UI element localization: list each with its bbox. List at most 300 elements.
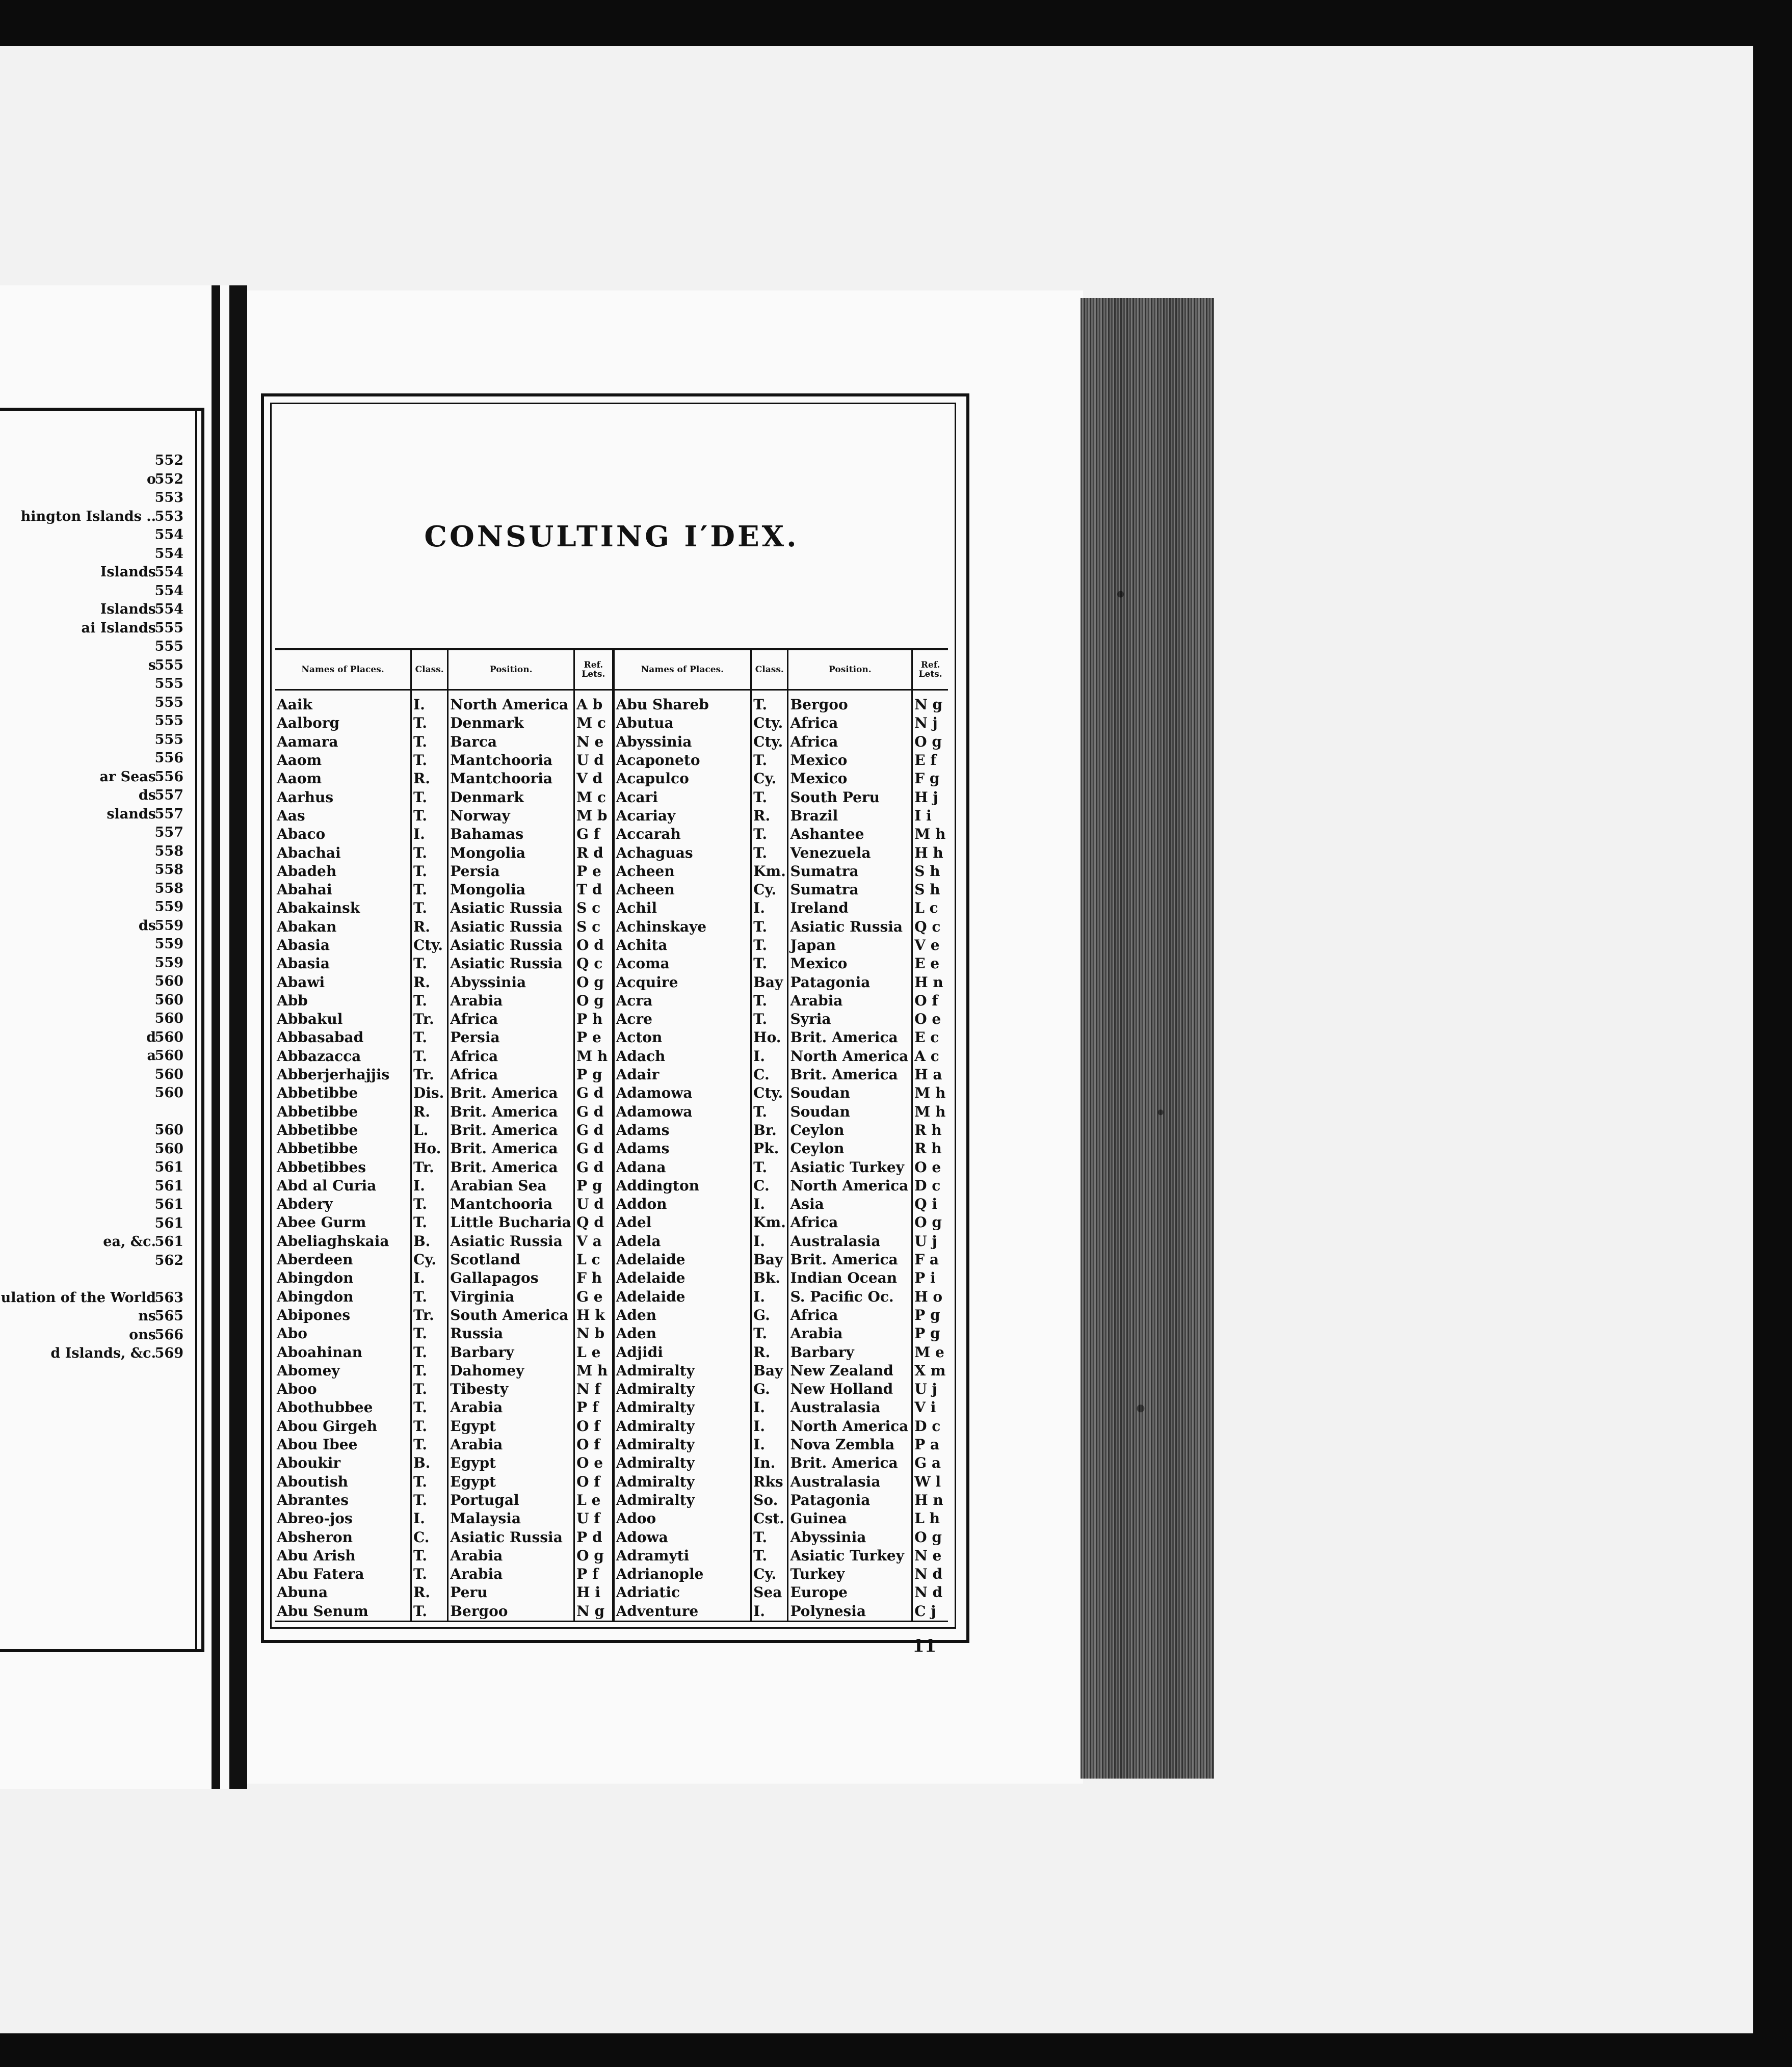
right-position-cell: Venezuela	[788, 843, 912, 862]
right-ref-cell: M h	[912, 1084, 948, 1102]
left-list-text: ai Islands	[81, 620, 156, 636]
left-class-cell: Cy.	[411, 1251, 447, 1269]
right-class-cell: T.	[751, 1010, 788, 1028]
right-name-cell: Acapulco	[613, 770, 751, 788]
left-list-page-number: 558	[154, 862, 183, 878]
left-list-item	[0, 564, 183, 583]
left-name-cell: Abomey	[277, 1362, 340, 1379]
right-class-cell: T.	[751, 1547, 788, 1565]
right-ref-cell: H n	[912, 1491, 948, 1509]
right-class-cell: So.	[751, 1491, 788, 1509]
right-ref-cell: G a	[912, 1454, 948, 1472]
left-position-cell: Dahomey	[448, 1362, 574, 1380]
table-row	[275, 1103, 948, 1121]
left-ref-cell: N g	[574, 1602, 613, 1622]
left-position-cell: Norway	[448, 807, 574, 825]
left-list-text: d Islands, &c.	[50, 1345, 156, 1361]
left-class-cell: T.	[411, 1362, 447, 1380]
right-class-cell: Pk.	[751, 1140, 788, 1158]
right-class-cell: I.	[751, 1417, 788, 1436]
left-class-cell: B.	[411, 1454, 447, 1472]
right-position-cell: South Peru	[788, 788, 912, 806]
left-class-cell: T.	[411, 1213, 447, 1232]
right-ref-cell: M h	[912, 825, 948, 843]
left-name-cell: Abrantes	[277, 1491, 349, 1508]
left-class-cell: T.	[411, 1398, 447, 1417]
left-position-cell: Egypt	[448, 1454, 574, 1472]
left-ref-cell: R d	[574, 843, 613, 862]
left-list-item	[0, 1159, 183, 1178]
right-position-cell: Africa	[788, 733, 912, 751]
left-list-page-number: 560	[154, 1048, 183, 1064]
right-name-cell: Achita	[613, 936, 751, 955]
left-class-cell: T.	[411, 1547, 447, 1565]
right-position-cell: North America	[788, 1177, 912, 1195]
left-list-item	[0, 1104, 183, 1123]
left-name-cell: Abadeh	[277, 862, 337, 880]
right-name-cell: Adel	[613, 1213, 751, 1232]
right-position-cell: Ireland	[788, 899, 912, 917]
left-position-cell: Arabia	[448, 1436, 574, 1454]
table-row	[275, 1454, 948, 1472]
right-ref-cell: H h	[912, 843, 948, 862]
right-position-cell: Arabia	[788, 1324, 912, 1343]
left-ref-cell: O g	[574, 973, 613, 991]
right-ref-cell: P g	[912, 1324, 948, 1343]
left-list-page-number: 560	[154, 973, 183, 989]
left-list-item	[0, 676, 183, 695]
left-ref-cell: P e	[574, 862, 613, 881]
left-name-cell: Abachai	[277, 844, 341, 861]
left-ref-cell: T d	[574, 881, 613, 899]
right-ref-cell: V i	[912, 1398, 948, 1417]
left-ref-cell: P g	[574, 1066, 613, 1084]
left-list-page-number: 560	[154, 1011, 183, 1026]
left-list-page-number: 560	[154, 1029, 183, 1045]
right-name-cell: Abutua	[613, 714, 751, 732]
right-position-cell: North America	[788, 1417, 912, 1436]
left-list-item	[0, 732, 183, 751]
left-name-cell: Abasia	[277, 937, 330, 953]
left-list-text: ea, &c.	[103, 1234, 156, 1250]
left-ref-cell: F h	[574, 1269, 613, 1287]
left-name-cell: Abaco	[277, 826, 326, 843]
table-row	[275, 1528, 948, 1546]
left-name-cell: Aboahinan	[277, 1343, 362, 1361]
header-class: Class.	[411, 649, 447, 690]
right-class-cell: Cy.	[751, 1565, 788, 1583]
left-name-cell: Aaik	[277, 696, 312, 713]
left-list-item	[0, 825, 183, 843]
left-class-cell: I.	[411, 825, 447, 843]
left-position-cell: North America	[448, 690, 574, 714]
table-row	[275, 1362, 948, 1380]
left-list-item	[0, 1048, 183, 1067]
right-class-cell: T.	[751, 1103, 788, 1121]
left-list-page-number: 561	[154, 1215, 183, 1231]
left-list-page-number: 560	[154, 1085, 183, 1101]
left-list-page-number: 560	[154, 1141, 183, 1157]
left-ref-cell: P f	[574, 1565, 613, 1583]
table-row	[275, 1158, 948, 1176]
table-row	[275, 1121, 948, 1140]
right-name-cell: Achaguas	[613, 843, 751, 862]
right-class-cell: T.	[751, 751, 788, 770]
right-class-cell: I.	[751, 1232, 788, 1251]
book-gutter	[220, 285, 229, 1789]
left-class-cell: T.	[411, 1028, 447, 1047]
scan-border-right	[1753, 0, 1792, 2067]
right-class-cell: Cy.	[751, 770, 788, 788]
left-ref-cell: U f	[574, 1509, 613, 1528]
left-list-page-number: 560	[154, 1066, 183, 1082]
right-ref-cell: O f	[912, 992, 948, 1010]
right-ref-cell: Q c	[912, 918, 948, 936]
left-list-page-number: 559	[154, 917, 183, 934]
left-list-item	[0, 453, 183, 471]
left-list-item	[0, 955, 183, 974]
right-class-cell: I.	[751, 1288, 788, 1306]
left-class-cell: Tr.	[411, 1066, 447, 1084]
left-list-item	[0, 695, 183, 713]
left-list-page-number: 563	[154, 1289, 183, 1306]
header-ref-line1-2: Ref.	[920, 660, 940, 670]
left-list-page-number: 561	[154, 1234, 183, 1250]
left-list-item	[0, 1308, 183, 1327]
left-position-cell: Arabian Sea	[448, 1177, 574, 1195]
right-class-cell: R.	[751, 807, 788, 825]
table-row	[275, 973, 948, 991]
right-class-cell: T.	[751, 1158, 788, 1176]
left-list-item	[0, 713, 183, 732]
left-class-cell: R.	[411, 1103, 447, 1121]
right-ref-cell: X m	[912, 1362, 948, 1380]
table-row	[275, 1251, 948, 1269]
left-list-page-number: 557	[154, 825, 183, 840]
left-list-text: ns	[138, 1308, 156, 1324]
right-position-cell: Polynesia	[788, 1602, 912, 1622]
left-list-page-number: 554	[154, 545, 183, 562]
left-position-cell: Mongolia	[448, 881, 574, 899]
left-list-page-number: 558	[154, 843, 183, 859]
right-class-cell: T.	[751, 1528, 788, 1546]
table-row	[275, 1547, 948, 1565]
left-list-item	[0, 601, 183, 620]
left-list-item	[0, 527, 183, 546]
right-position-cell: Africa	[788, 1306, 912, 1324]
right-ref-cell: O e	[912, 1010, 948, 1028]
right-name-cell: Adelaide	[613, 1269, 751, 1287]
right-position-cell: Patagonia	[788, 973, 912, 991]
right-position-cell: Brit. America	[788, 1028, 912, 1047]
right-class-cell: T.	[751, 825, 788, 843]
table-row	[275, 1472, 948, 1491]
page-title: CONSULTING I′DEX.	[424, 520, 799, 553]
right-position-cell: Patagonia	[788, 1491, 912, 1509]
table-row	[275, 1324, 948, 1343]
left-name-cell: Abothubbee	[277, 1399, 373, 1416]
left-list-text: hington Islands ..	[20, 508, 156, 524]
right-name-cell: Aden	[613, 1324, 751, 1343]
right-name-cell: Adamowa	[613, 1084, 751, 1102]
left-class-cell: T.	[411, 1380, 447, 1398]
left-name-cell: Aboutish	[277, 1473, 349, 1490]
right-ref-cell: M e	[912, 1343, 948, 1361]
left-ref-cell: V d	[574, 770, 613, 788]
left-list-text: a	[147, 1048, 156, 1064]
left-ref-cell: N e	[574, 733, 613, 751]
table-row	[275, 1417, 948, 1436]
left-name-cell: Abbetibbe	[277, 1103, 358, 1120]
left-ref-cell: M c	[574, 788, 613, 806]
right-position-cell: Asiatic Turkey	[788, 1158, 912, 1176]
right-ref-cell: W l	[912, 1472, 948, 1491]
right-ref-cell: N d	[912, 1565, 948, 1583]
left-ref-cell: Q d	[574, 1213, 613, 1232]
left-list-item	[0, 992, 183, 1011]
right-ref-cell: F a	[912, 1251, 948, 1269]
left-list-text: ons	[129, 1327, 156, 1343]
right-name-cell: Admiralty	[613, 1417, 751, 1436]
table-row	[275, 881, 948, 899]
table-row	[275, 1602, 948, 1622]
left-ref-cell: U d	[574, 751, 613, 770]
right-ref-cell: O g	[912, 733, 948, 751]
table-row	[275, 936, 948, 955]
left-name-cell: Abbazacca	[277, 1047, 361, 1065]
right-ref-cell: P a	[912, 1436, 948, 1454]
right-class-cell: T.	[751, 955, 788, 973]
right-class-cell: Cy.	[751, 881, 788, 899]
left-name-cell: Aberdeen	[277, 1251, 353, 1268]
right-class-cell: Km.	[751, 862, 788, 881]
left-ref-cell: G f	[574, 825, 613, 843]
table-row	[275, 1398, 948, 1417]
right-position-cell: Soudan	[788, 1084, 912, 1102]
right-class-cell: G.	[751, 1380, 788, 1398]
left-list-page-number: 558	[154, 880, 183, 896]
left-list-page-number: 561	[154, 1159, 183, 1175]
right-ref-cell: C j	[912, 1602, 948, 1622]
table-row	[275, 1491, 948, 1509]
left-position-cell: Abyssinia	[448, 973, 574, 991]
left-list-item	[0, 1253, 183, 1271]
header-ref-line2-2: Lets.	[918, 669, 942, 679]
left-position-cell: Asiatic Russia	[448, 918, 574, 936]
right-name-cell: Admiralty	[613, 1454, 751, 1472]
right-name-cell: Admiralty	[613, 1491, 751, 1509]
left-position-cell: Denmark	[448, 788, 574, 806]
left-list-item	[0, 843, 183, 862]
left-list-item	[0, 787, 183, 806]
left-ref-cell: O g	[574, 992, 613, 1010]
scan-border-bottom	[0, 2033, 1792, 2067]
table-row	[275, 1028, 948, 1047]
right-ref-cell: H n	[912, 973, 948, 991]
left-name-cell: Abdery	[277, 1196, 333, 1213]
right-ref-cell: I i	[912, 807, 948, 825]
left-ref-cell: H k	[574, 1306, 613, 1324]
left-list-text: ds	[138, 787, 156, 803]
right-position-cell: Nova Zembla	[788, 1436, 912, 1454]
left-position-cell: Africa	[448, 1047, 574, 1066]
left-ref-cell: L e	[574, 1343, 613, 1361]
left-name-cell: Abasia	[277, 955, 330, 972]
table-row	[275, 770, 948, 788]
table-row	[275, 1047, 948, 1066]
left-list-item	[0, 918, 183, 937]
left-position-cell: Russia	[448, 1324, 574, 1343]
left-list-item	[0, 1345, 183, 1364]
left-list-item	[0, 1141, 183, 1160]
right-class-cell: I.	[751, 1195, 788, 1213]
right-ref-cell: S h	[912, 862, 948, 881]
right-ref-cell: P i	[912, 1269, 948, 1287]
left-list-text: ulation of the World	[1, 1289, 156, 1306]
left-list-item	[0, 657, 183, 676]
right-position-cell: Asia	[788, 1195, 912, 1213]
left-class-cell: Dis.	[411, 1084, 447, 1102]
right-position-cell: Ceylon	[788, 1121, 912, 1140]
left-list-item	[0, 1178, 183, 1197]
left-name-cell: Abbetibbe	[277, 1140, 358, 1157]
left-ref-cell: V a	[574, 1232, 613, 1251]
left-list-page-number: 555	[154, 713, 183, 729]
header-position-2: Position.	[788, 649, 912, 690]
left-position-cell: Asiatic Russia	[448, 1232, 574, 1251]
left-ref-cell: H i	[574, 1583, 613, 1602]
right-position-cell: Syria	[788, 1010, 912, 1028]
right-name-cell: Abyssinia	[613, 733, 751, 751]
left-ref-cell: P e	[574, 1028, 613, 1047]
left-list-item	[0, 899, 183, 918]
table-row	[275, 1195, 948, 1213]
left-list-item	[0, 1215, 183, 1234]
left-ref-cell: O f	[574, 1472, 613, 1491]
left-class-cell: R.	[411, 770, 447, 788]
table-row	[275, 1232, 948, 1251]
left-ref-cell: M b	[574, 807, 613, 825]
right-name-cell: Adowa	[613, 1528, 751, 1546]
right-name-cell: Adriatic	[613, 1583, 751, 1602]
right-class-cell: Km.	[751, 1213, 788, 1232]
right-class-cell: T.	[751, 918, 788, 936]
left-ref-cell: Q c	[574, 955, 613, 973]
right-ref-cell: O e	[912, 1158, 948, 1176]
left-list-item	[0, 546, 183, 565]
left-list-text: Islands	[100, 601, 156, 617]
left-ref-cell: P h	[574, 1010, 613, 1028]
right-class-cell: C.	[751, 1066, 788, 1084]
left-class-cell: Tr.	[411, 1010, 447, 1028]
right-position-cell: Ceylon	[788, 1140, 912, 1158]
right-position-cell: Europe	[788, 1583, 912, 1602]
left-ref-cell: O e	[574, 1454, 613, 1472]
left-position-cell: Malaysia	[448, 1509, 574, 1528]
right-name-cell: Adoo	[613, 1509, 751, 1528]
table-row	[275, 1306, 948, 1324]
header-names-of-places: Names of Places.	[275, 649, 411, 690]
left-position-cell: Barca	[448, 733, 574, 751]
table-row	[275, 825, 948, 843]
header-ref-line1: Ref.	[584, 660, 603, 670]
right-position-cell: Australasia	[788, 1398, 912, 1417]
left-list-page-number: 555	[154, 694, 183, 710]
table-row	[275, 1269, 948, 1287]
right-name-cell: Adjidi	[613, 1343, 751, 1361]
left-position-cell: Asiatic Russia	[448, 955, 574, 973]
left-position-cell: Brit. America	[448, 1140, 574, 1158]
left-class-cell: I.	[411, 690, 447, 714]
right-position-cell: Barbary	[788, 1343, 912, 1361]
left-position-cell: Brit. America	[448, 1084, 574, 1102]
right-ref-cell: E c	[912, 1028, 948, 1047]
right-class-cell: In.	[751, 1454, 788, 1472]
right-ref-cell: N j	[912, 714, 948, 732]
left-list-text: ds	[138, 917, 156, 934]
right-class-cell: Rks	[751, 1472, 788, 1491]
right-name-cell: Achil	[613, 899, 751, 917]
left-list-page-number: 554	[154, 582, 183, 599]
right-name-cell: Adamowa	[613, 1103, 751, 1121]
right-position-cell: Mexico	[788, 955, 912, 973]
right-name-cell: Acquire	[613, 973, 751, 991]
right-class-cell: T.	[751, 1324, 788, 1343]
header-names-of-places-2: Names of Places.	[613, 649, 751, 690]
left-list-item	[0, 1029, 183, 1048]
left-list-page-number: 559	[154, 955, 183, 971]
right-class-cell: G.	[751, 1306, 788, 1324]
table-row	[275, 843, 948, 862]
left-position-cell: Barbary	[448, 1343, 574, 1361]
header-ref-lets-2	[912, 649, 948, 690]
left-list-page-number: 566	[154, 1327, 183, 1343]
left-position-cell: Tibesty	[448, 1380, 574, 1398]
table-row	[275, 899, 948, 917]
left-list-page-number: 555	[154, 639, 183, 654]
left-position-cell: Africa	[448, 1010, 574, 1028]
left-class-cell: T.	[411, 733, 447, 751]
left-list-item	[0, 1290, 183, 1309]
left-list-item	[0, 881, 183, 899]
right-position-cell: Bergoo	[788, 690, 912, 714]
left-list-page-number: 557	[154, 806, 183, 822]
left-name-cell: Abakainsk	[277, 899, 360, 917]
left-list-item	[0, 862, 183, 881]
right-position-cell: Mexico	[788, 751, 912, 770]
table-row	[275, 788, 948, 806]
table-row	[275, 1066, 948, 1084]
left-list-page-number: 559	[154, 899, 183, 915]
left-name-cell: Abee Gurm	[277, 1214, 366, 1231]
table-row	[275, 1213, 948, 1232]
right-position-cell: Brazil	[788, 807, 912, 825]
left-class-cell: Tr.	[411, 1306, 447, 1324]
right-ref-cell: U j	[912, 1380, 948, 1398]
table-header-row	[275, 649, 948, 690]
consulting-index-table	[275, 648, 948, 1622]
right-name-cell: Achinskaye	[613, 918, 751, 936]
table-row	[275, 690, 948, 714]
right-name-cell: Admiralty	[613, 1436, 751, 1454]
left-list-page-number: 559	[154, 936, 183, 952]
right-name-cell: Adams	[613, 1140, 751, 1158]
right-position-cell: New Zealand	[788, 1362, 912, 1380]
left-class-cell: T.	[411, 1288, 447, 1306]
right-position-cell: Indian Ocean	[788, 1269, 912, 1287]
right-name-cell: Acra	[613, 992, 751, 1010]
left-ref-cell: N f	[574, 1380, 613, 1398]
